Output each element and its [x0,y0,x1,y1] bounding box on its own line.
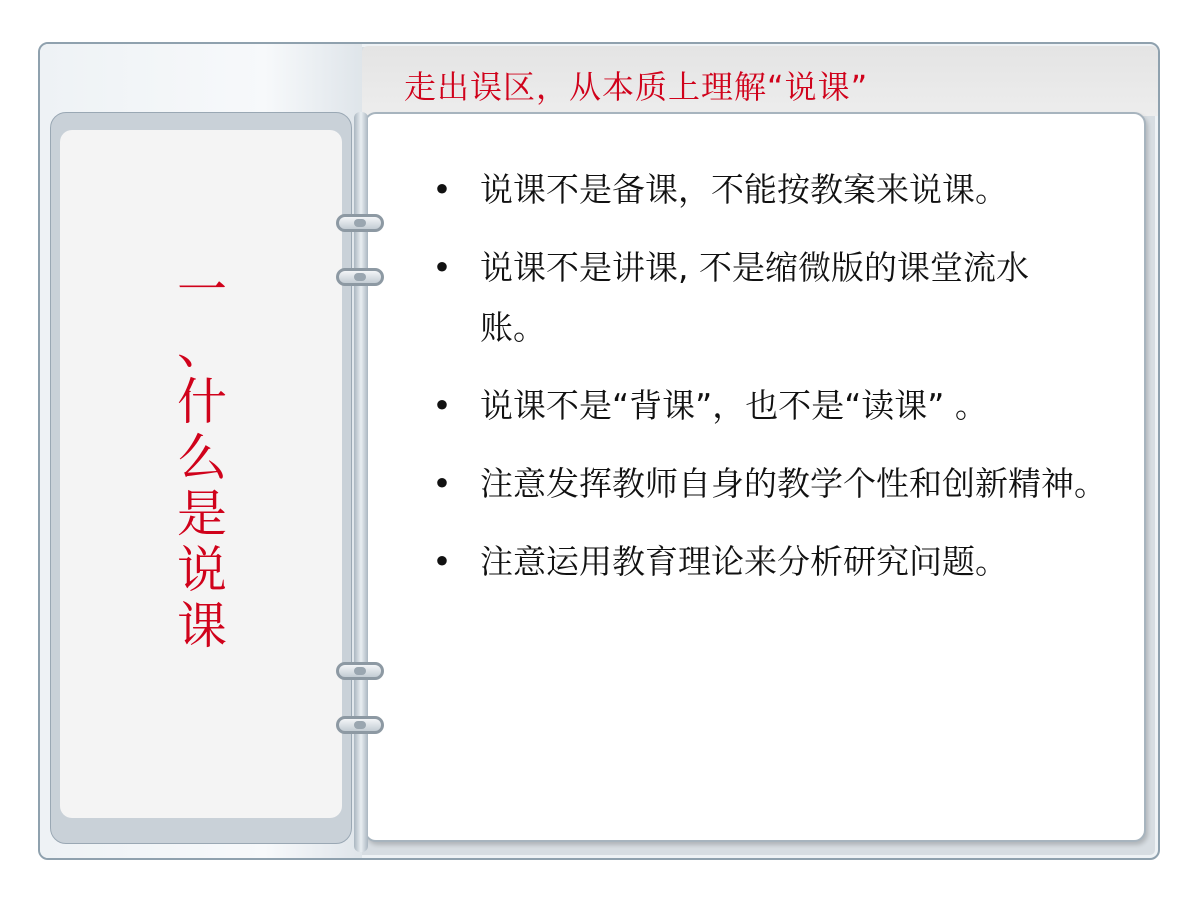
bullet-dot-icon: • [432,170,452,209]
section-title-char: 课 [177,597,227,655]
binder-ring-icon [336,268,384,288]
section-title-char: 说 [177,541,227,599]
bullet-dot-icon: • [432,542,452,581]
bullet-text: 注意发挥教师自身的教学个性和创新精神。 [480,464,1107,503]
section-title-char: 么 [177,429,227,487]
bullet-text: 说课不是“背课”，也不是“读课” 。 [480,386,988,425]
bullet-item [432,160,1112,220]
slide-title: 走出误区，从本质上理解“说课” [404,68,869,106]
bullet-text: 说课不是讲课, 不是缩微版的课堂流水账。 [480,248,1029,347]
bullet-dot-icon: • [432,464,452,503]
bullet-list [432,160,1112,610]
bullet-item [432,376,1060,436]
bullet-item [432,454,1110,514]
bullet-item [432,532,1112,592]
bullet-dot-icon: • [432,386,452,425]
binder-ring-icon [336,214,384,234]
section-title-char: 一 [177,261,227,319]
bullet-item [432,238,1060,358]
bullet-text: 说课不是备课，不能按教案来说课。 [480,170,1008,209]
binder-ring-icon [336,662,384,682]
bullet-dot-icon: • [432,248,452,287]
bullet-text: 注意运用教育理论来分析研究问题。 [480,542,1008,581]
section-title-char: 什 [177,373,227,431]
section-title-char: 、 [177,317,227,375]
binder-ring-icon [336,716,384,736]
section-title-char: 是 [177,485,227,543]
section-title-vertical [170,262,234,654]
